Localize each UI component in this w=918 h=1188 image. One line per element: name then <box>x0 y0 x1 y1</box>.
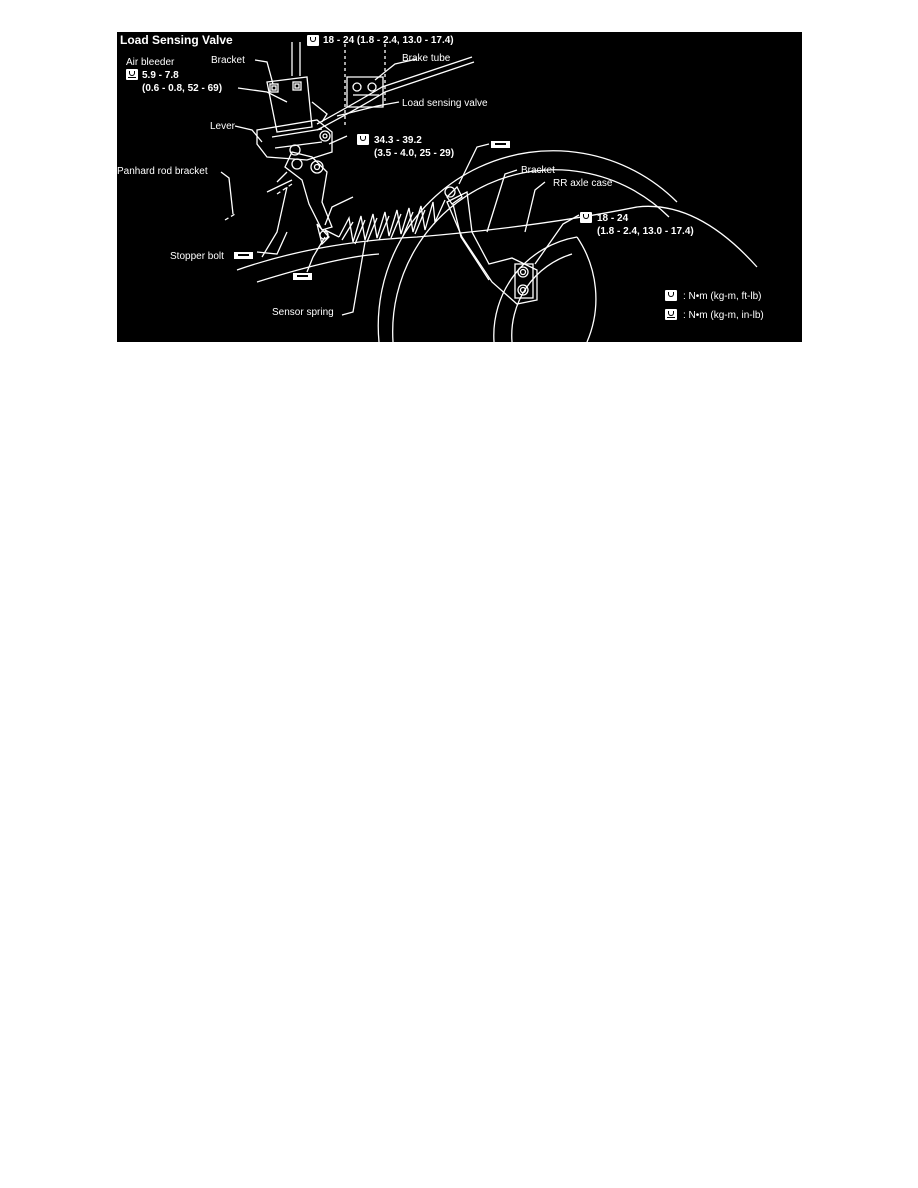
stopper-bolt-label: Stopper bolt <box>170 251 224 262</box>
torque-wrench-inlb-icon <box>665 309 677 320</box>
panhard-rod-bracket-label: Panhard rod bracket <box>117 166 208 177</box>
load-sensing-valve-diagram <box>117 32 802 342</box>
torque-wrench-icon <box>665 290 677 301</box>
upper-bracket-plate <box>267 77 312 132</box>
grease-tag-icon <box>491 141 510 148</box>
right-torque-2: (1.8 - 2.4, 13.0 - 17.4) <box>597 226 694 237</box>
rr-axle-case-label: RR axle case <box>553 178 613 189</box>
brake-tube-label: Brake tube <box>402 53 451 64</box>
diagram-title: Load Sensing Valve <box>120 33 233 47</box>
brake-tube-line <box>317 57 472 124</box>
torque-wrench-icon <box>307 35 319 46</box>
grease-tag-icon <box>293 273 312 280</box>
grease-tag-icon <box>234 252 253 259</box>
air-bleeder-torque-2: (0.6 - 0.8, 52 - 69) <box>142 83 223 94</box>
load-sensing-valve-label: Load sensing valve <box>402 98 488 109</box>
torque-wrench-icon <box>357 134 369 145</box>
load-sensing-valve-body <box>257 120 332 160</box>
bracket-right-label: Bracket <box>521 165 555 176</box>
sensor-spring-coils <box>339 200 445 244</box>
lever-label: Lever <box>210 121 236 132</box>
spring-hook <box>445 187 455 197</box>
air-bleeder-torque-1: 5.9 - 7.8 <box>142 70 179 81</box>
sensor-spring-label: Sensor spring <box>272 307 334 318</box>
legend-ft-lb: : N•m (kg-m, ft-lb) <box>683 291 762 302</box>
lever-torque-2: (3.5 - 4.0, 25 - 29) <box>374 148 455 159</box>
lever-torque-1: 34.3 - 39.2 <box>374 135 422 146</box>
air-bleeder-label: Air bleeder <box>126 57 175 68</box>
top-torque-label: 18 - 24 (1.8 - 2.4, 13.0 - 17.4) <box>323 35 454 46</box>
axle-arc-inner <box>494 237 577 342</box>
torque-wrench-inlb-icon <box>126 69 138 80</box>
legend-in-lb: : N•m (kg-m, in-lb) <box>683 310 764 321</box>
torque-wrench-icon <box>580 212 592 223</box>
bracket-top-label: Bracket <box>211 55 245 66</box>
right-torque-1: 18 - 24 <box>597 213 629 224</box>
axle-arc-outer <box>378 151 677 342</box>
